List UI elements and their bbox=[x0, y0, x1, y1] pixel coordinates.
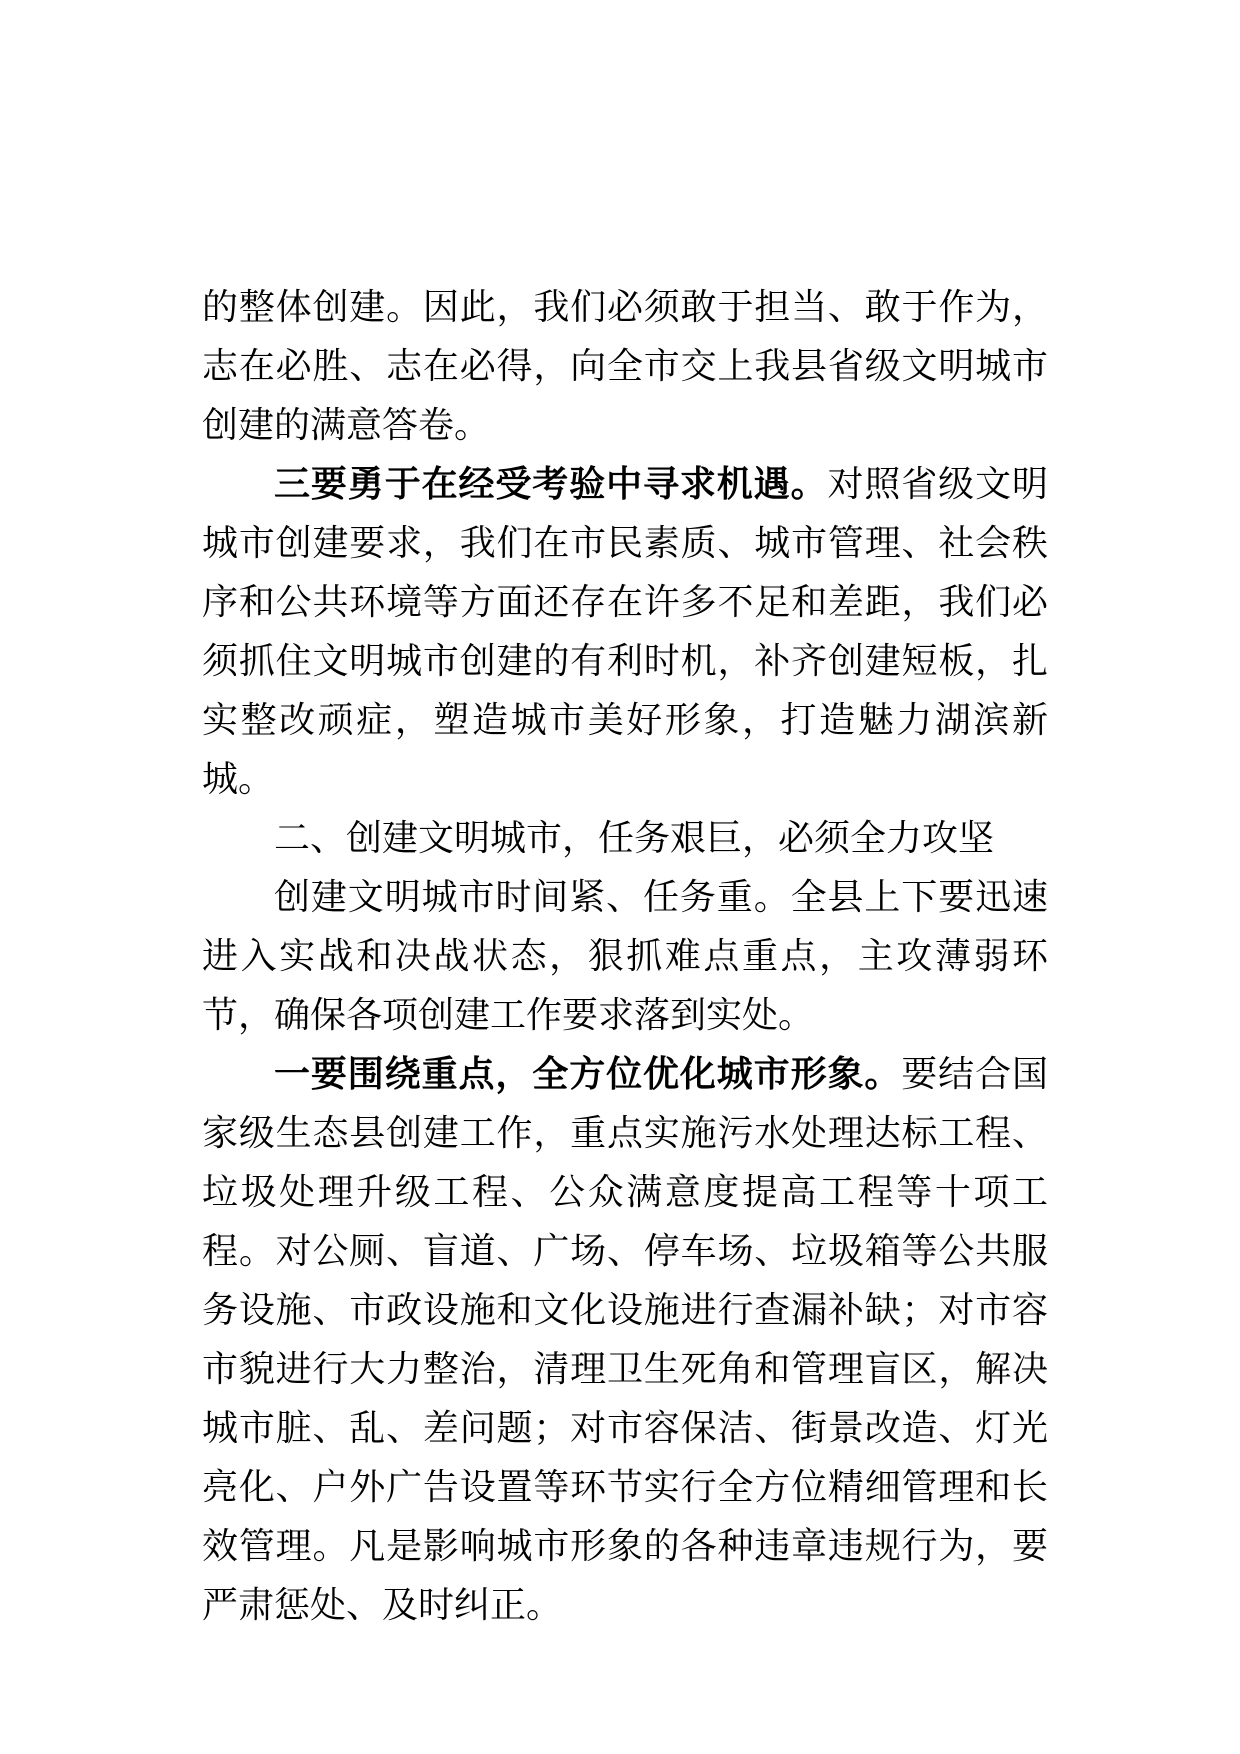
paragraph-text: 创建文明城市时间紧、任务重。全县上下要迅速进入实战和决战状态，狠抓难点重点，主攻薄弱环节，确保各项创建工作要求落到实处。 bbox=[202, 877, 1048, 1036]
paragraph-point-one bbox=[202, 1045, 1048, 1635]
paragraph-section-intro bbox=[202, 868, 1048, 1045]
paragraph-text: 要结合国家级生态县创建工作，重点实施污水处理达标工程、垃圾处理升级工程、公众满意度提高工程等十项工程。对公厕、盲道、广场、停车场、垃圾箱等公共服务设施、市政设施和文化设施进行查漏补缺；对市容市貌进行大力整治，清理卫生死角和管理盲区，解决城市脏、乱、差问题；对市容保洁、街景改造、灯光亮化、户外广告设置等环节实行全方位精细管理和长效管理。凡是影响城市形象的各种违章违规行为，要严肃惩处、及时纠正。 bbox=[202, 1054, 1048, 1626]
paragraph-continuation bbox=[202, 278, 1048, 455]
paragraph-text: 对照省级文明城市创建要求，我们在市民素质、城市管理、社会秩序和公共环境等方面还存在许多不足和差距，我们必须抓住文明城市创建的有利时机，补齐创建短板，扎实整改顽症，塑造城市美好形象，打造魅力湖滨新城。 bbox=[202, 464, 1048, 800]
paragraph-lead: 一要围绕重点，全方位优化城市形象。 bbox=[274, 1054, 902, 1095]
document-body bbox=[202, 278, 1048, 1635]
paragraph-point-three bbox=[202, 455, 1048, 809]
paragraph-text: 的整体创建。因此，我们必须敢于担当、敢于作为，志在必胜、志在必得，向全市交上我县省级文明城市创建的满意答卷。 bbox=[202, 287, 1048, 446]
paragraph-lead: 三要勇于在经受考验中寻求机遇。 bbox=[274, 464, 828, 505]
section-heading bbox=[202, 809, 1048, 868]
section-heading-text: 二、创建文明城市，任务艰巨，必须全力攻坚 bbox=[274, 818, 995, 859]
